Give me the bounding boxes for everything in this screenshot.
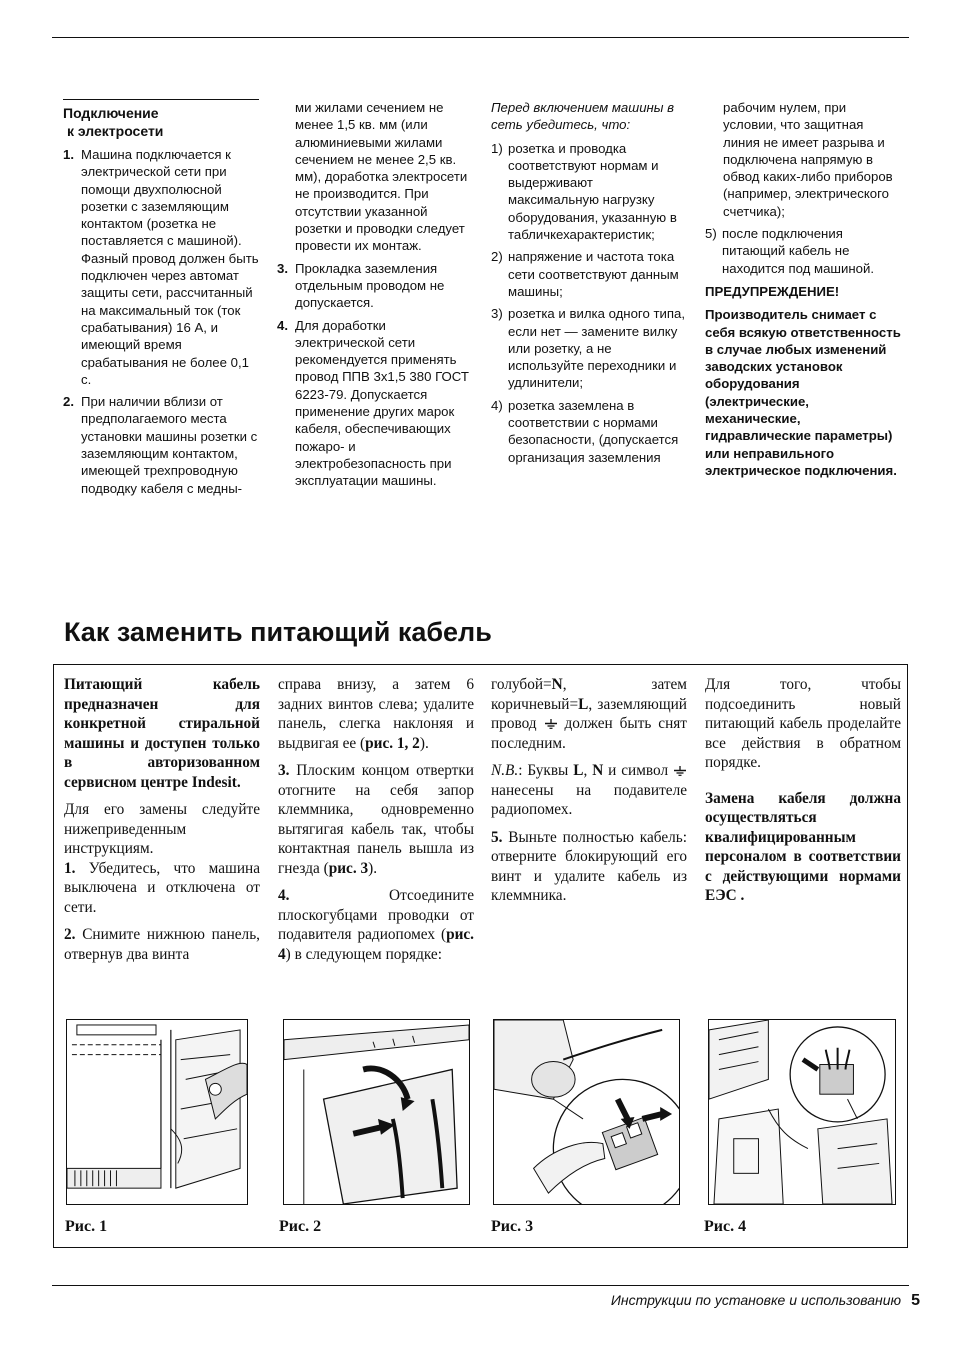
neutral-letter: N — [592, 762, 604, 779]
reverse-instructions: Для того, чтобы подсоединить новый питающий кабель проделайте все действия в обратном порядке. — [705, 676, 901, 771]
item-text: розетка заземлена в соответствии с нормами безопасности, (допускается организация заземления — [508, 397, 679, 465]
step-number: 3. — [278, 762, 290, 779]
nb-text: и символ — [603, 762, 673, 779]
figure-4-caption: Рис. 4 — [704, 1218, 747, 1235]
title-line-1: Подключение — [63, 105, 159, 121]
step-text-end: ) в следующем порядке: — [285, 945, 442, 963]
washing-machine-bottom-panel-drawing — [67, 1020, 247, 1204]
connection-col-1 — [63, 99, 259, 502]
replacement-col-3 — [491, 675, 687, 914]
item-number: 2) — [491, 249, 503, 265]
warning-title: ПРЕДУПРЕЖДЕНИЕ! — [705, 283, 840, 299]
step-text: Отсоедините плоскогубцами проводки от подавителя радиопомех ( — [278, 887, 474, 943]
page-number: 5 — [911, 1292, 920, 1309]
wire-text: , заземляющий провод — [491, 695, 687, 732]
nb-label: N.B. — [491, 762, 519, 779]
list-item — [277, 260, 473, 312]
connection-col-2 — [277, 99, 473, 495]
figure-2-caption: Рис. 2 — [279, 1218, 322, 1235]
wire-text: голубой= — [491, 676, 552, 693]
item-text: При наличии вблизи от предполагаемого места установки машины розетки с заземляющим контактом, имеющей трехпроводную подводку кабеля с медны- — [81, 394, 258, 496]
list-item — [491, 140, 687, 244]
nb-text: : Буквы — [518, 762, 574, 779]
figure-1-illustration — [66, 1019, 248, 1205]
list-item — [491, 248, 687, 300]
connection-col-4 — [705, 99, 901, 479]
list-item — [63, 146, 259, 388]
continued-text: ми жилами сечением не менее 1,5 кв. мм (или алюминиевыми жилами сечением не менее 2,5 кв. мм), доработка электросети не производится. При отсутствии указанной розетки и проводки следует провести их монтаж. — [295, 100, 468, 254]
item-number: 3) — [491, 306, 503, 322]
title-line-2: к электросети — [67, 123, 164, 139]
cable-replacement-title: Как заменить питающий кабель — [64, 617, 492, 647]
step-text: Снимите нижнюю панель, отвернув два винта — [64, 926, 260, 963]
radio-suppressor-drawing — [709, 1020, 895, 1204]
item-number: 3. — [277, 260, 288, 276]
figure-ref: рис. 3 — [328, 859, 369, 877]
item-number: 4. — [277, 317, 288, 333]
page-footer — [611, 1292, 920, 1310]
step-number: 1. — [64, 859, 76, 877]
figure-2-illustration — [283, 1019, 470, 1205]
cable-intro: Питающий кабель предназначен для конкретной стиральной машины и доступен только в авторизованном сервисном центре Indesit. — [64, 676, 260, 791]
checklist-intro: Перед включением машины в сеть убедитесь, что: — [491, 100, 675, 133]
figure-1-caption: Рис. 1 — [65, 1218, 108, 1235]
item-text: розетка и вилка одного типа, если нет — замените вилку или розетку, а не используйте переходники и удлинители; — [508, 306, 685, 391]
neutral-letter: N — [551, 676, 563, 693]
step-number: 4. — [278, 887, 290, 904]
footer-rule — [52, 1285, 909, 1286]
item-text: после подключения питающий кабель не находится под машиной. — [722, 226, 874, 276]
list-item — [705, 225, 901, 277]
replacement-col-1 — [64, 675, 260, 972]
step-text: Выньте полностью кабель: отверните блокирующий его винт и удалите кабель из клеммника. — [491, 828, 687, 904]
item-number: 4) — [491, 397, 503, 413]
top-rule — [52, 37, 909, 38]
figure-4-illustration — [708, 1019, 896, 1205]
nb-text: нанесены на подавителе радиопомех. — [491, 781, 687, 818]
replacement-col-2 — [278, 675, 474, 972]
item-text: розетка и проводка соответствуют нормам и выдерживают максимальную нагрузку оборудования, указанную в табличкехарактеристик; — [508, 140, 677, 243]
line-letter: L — [578, 695, 589, 713]
item-text: Для доработки электрической сети рекомендуется применять провод ППВ 3х1,5 380 ГОСТ 6223-79. Допускается применение других марок кабеля, обеспечивающих пожаро- и электробезопасность при эксплуатации машины. — [295, 317, 469, 489]
cable-replacement-box — [53, 664, 908, 1248]
step-text-end: ). — [368, 859, 378, 877]
figure-ref: рис. 1, 2 — [365, 734, 420, 752]
line-letter: L — [573, 762, 584, 779]
figure-ref: рис. 4 — [278, 926, 474, 963]
panel-removal-drawing — [284, 1020, 469, 1204]
connection-col-3 — [491, 99, 687, 471]
list-item — [63, 393, 259, 497]
item-number: 2. — [63, 394, 74, 410]
instructions-intro: Для его замены следуйте нижеприведенным инструкциям. — [64, 801, 260, 857]
ground-symbol-icon — [673, 766, 687, 776]
item-text: Машина подключается к электрической сети при помощи двухполюсной розетки с заземляющим контактом (розетка не поставляется с машиной). Фазный провод должен быть подключен через автомат защиты сети, рассчитанный на максимальный ток (ток срабатывания) 16 А, и имеющий время срабатывания не более 0,1 с. — [81, 147, 259, 387]
step-number: 2. — [64, 926, 76, 943]
list-item — [491, 397, 687, 466]
step-number: 5. — [491, 828, 503, 846]
item-number: 1) — [491, 140, 503, 156]
item-text: Прокладка заземления отдельным проводом не допускается. — [295, 260, 445, 311]
continued-text: рабочим нулем, при условии, что защитная линия не имеет разрыва и подключена напрямую в обвод каких-либо приборов (например, электрического счетчика); — [723, 100, 893, 219]
terminal-block-drawing — [494, 1020, 679, 1204]
wire-text: , затем коричневый= — [491, 676, 687, 713]
step-text-end: ). — [419, 734, 429, 752]
nb-text: , — [583, 762, 593, 779]
section-title-connection — [63, 99, 259, 140]
figure-3-caption: Рис. 3 — [491, 1218, 534, 1235]
footer-text: Инструкции по установке и использованию — [610, 1292, 902, 1308]
ground-symbol-icon — [544, 719, 558, 729]
step-text: Плоским концом отвертки отогните на себя запор клеммника, одновременно вытягигая кабель так, чтобы контактная панель вышла из гнезда ( — [278, 762, 474, 877]
item-text: напряжение и частота тока сети соответствуют данным машины; — [508, 249, 679, 299]
item-number: 5) — [705, 226, 717, 242]
list-item — [491, 305, 687, 391]
item-number: 1. — [63, 147, 74, 162]
step-text: справа внизу, а затем 6 задних винтов слева; удалите панель, слегка наклоняя и выдвигая ее ( — [278, 676, 474, 752]
warning-text: Производитель снимает с себя всякую ответственность в случае любых изменений заводских установок оборудования (электрические, механические, гидравлические параметры) или неправильного электрическое подключения. — [705, 307, 901, 478]
list-item — [277, 317, 473, 490]
figure-3-illustration — [493, 1019, 680, 1205]
step-text: Убедитесь, что машина выключена и отключена от сети. — [64, 859, 260, 916]
qualified-personnel-note: Замена кабеля должна осуществляться квалифицированным персоналом в соответствии с действующими нормами ЕЭС . — [705, 789, 901, 904]
replacement-col-4 — [705, 675, 901, 914]
wire-text: должен быть снят последним. — [491, 715, 687, 752]
